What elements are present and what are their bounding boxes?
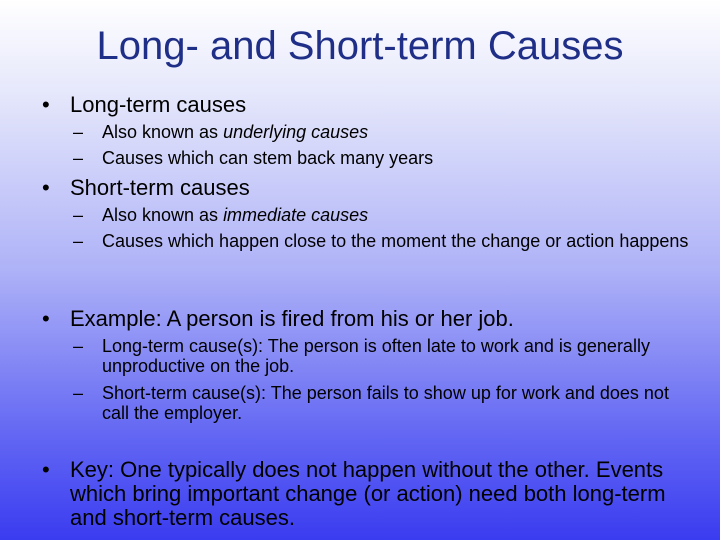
- sub-bullet-emphasis: underlying causes: [223, 122, 369, 142]
- sub-bullet-prefix: Also known as: [102, 205, 224, 225]
- bullet-long-term-causes: [42, 92, 690, 117]
- bullet-text: Example: A person is fired from his or her job.: [70, 306, 514, 331]
- sub-bullet-example-short-term: [73, 383, 692, 423]
- dash-icon: –: [73, 205, 84, 225]
- bullet-icon: •: [42, 306, 50, 331]
- bullet-example: [42, 306, 690, 331]
- sub-bullet-text: Long-term cause(s): The person is often late to work and is generally unproductive on the job.: [102, 336, 650, 376]
- sub-bullet-short-term-aka: [73, 205, 692, 225]
- sub-bullet-example-long-term: [73, 336, 692, 376]
- dash-icon: –: [73, 336, 84, 356]
- dash-icon: –: [73, 148, 84, 168]
- bullet-text: Long-term causes: [70, 92, 247, 117]
- bullet-key: [42, 457, 690, 530]
- sub-bullet-text: Short-term cause(s): The person fails to show up for work and does not call the employer.: [102, 383, 669, 423]
- sub-bullet-text: Causes which happen close to the moment the change or action happens: [102, 231, 689, 251]
- sub-bullet-emphasis: immediate causes: [223, 205, 369, 225]
- sub-bullet-long-term-definition: [73, 148, 692, 168]
- bullet-icon: •: [42, 457, 50, 482]
- slide-title: Long- and Short-term Causes: [96, 24, 624, 68]
- sub-bullet-long-term-aka: [73, 122, 692, 142]
- bullet-text: Key: One typically does not happen without the other. Events which bring important change (or action) need both long-term and short-term causes.: [70, 457, 666, 530]
- sub-bullet-short-term-definition: [73, 231, 692, 251]
- bullet-text: Short-term causes: [70, 175, 250, 200]
- bullet-icon: •: [42, 92, 50, 117]
- sub-bullet-text: Causes which can stem back many years: [102, 148, 434, 168]
- sub-bullet-prefix: Also known as: [102, 122, 224, 142]
- bullet-short-term-causes: [42, 175, 690, 200]
- dash-icon: –: [73, 231, 84, 251]
- bullet-icon: •: [42, 175, 50, 200]
- dash-icon: –: [73, 383, 84, 403]
- dash-icon: –: [73, 122, 84, 142]
